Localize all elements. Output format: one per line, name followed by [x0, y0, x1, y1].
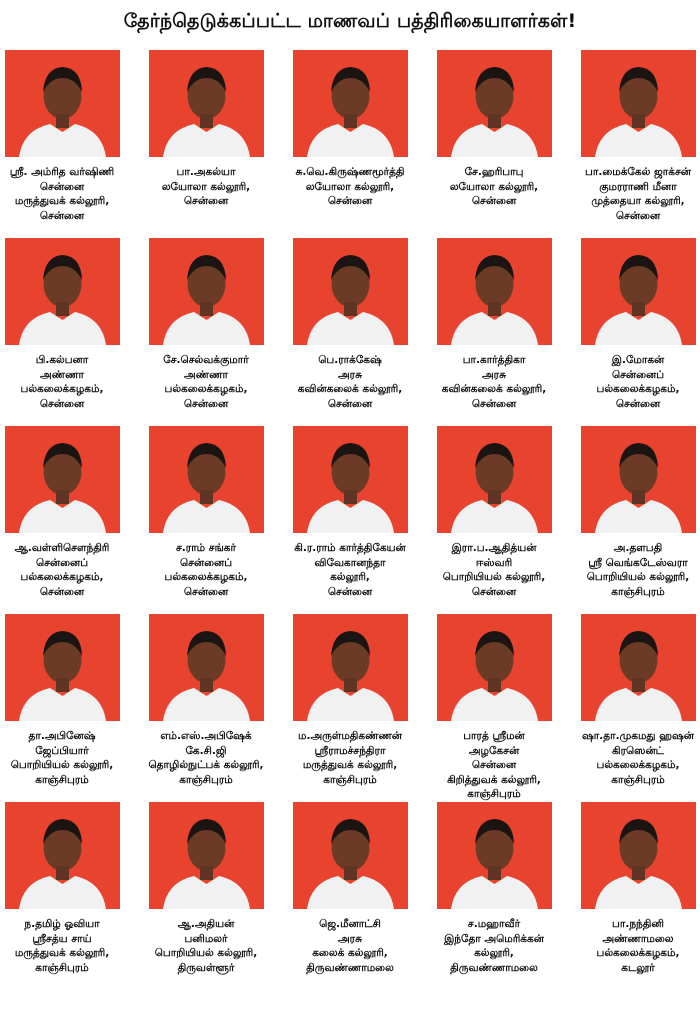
- student-name: சே.செல்வக்குமார்: [163, 354, 249, 366]
- student-institution-line: காஞ்சிபுரம்: [35, 961, 89, 974]
- portrait-silhouette: [437, 238, 552, 345]
- student-caption: [290, 541, 410, 599]
- student-grid: [0, 50, 700, 990]
- student-name: பெ.ராக்கேஷ்: [318, 354, 382, 366]
- student-institution-line: ஸ்ரீராமச்சந்திரா: [314, 744, 386, 757]
- student-caption: [578, 541, 698, 599]
- student-photo: [437, 50, 552, 157]
- student-caption: [290, 917, 410, 975]
- student-card: [290, 802, 410, 975]
- portrait-silhouette: [149, 426, 264, 533]
- student-card: [2, 802, 122, 975]
- student-name: பா.கார்த்திகா: [462, 354, 526, 366]
- student-name: ஸ்ரீ. அம்ரித வர்ஷிணி: [9, 166, 115, 178]
- student-photo: [149, 802, 264, 909]
- student-institution-line: காஞ்சிபுரம்: [323, 773, 377, 786]
- student-photo: [437, 614, 552, 721]
- student-name: எம்.எஸ்.அபிஷேக்: [160, 730, 252, 742]
- student-institution-line: பொறியியல் கல்லூரி,: [586, 571, 690, 583]
- student-caption: [434, 917, 554, 975]
- student-card: [434, 50, 554, 209]
- student-card: [434, 802, 554, 975]
- student-card: [2, 50, 122, 223]
- portrait-silhouette: [293, 426, 408, 533]
- student-institution-line: பல்கலைக்கழகம்,: [20, 383, 104, 395]
- portrait-silhouette: [149, 238, 264, 345]
- student-photo: [293, 238, 408, 345]
- student-card: [2, 426, 122, 599]
- student-institution-line: அண்ணா: [184, 368, 228, 381]
- student-institution-line: காஞ்சிபுரம்: [179, 773, 233, 786]
- student-photo: [149, 614, 264, 721]
- student-institution-line: லயோலா கல்லூரி,: [161, 180, 251, 193]
- student-institution-line: கல்லூரி,: [330, 571, 370, 583]
- student-institution-line: கவின்கலைக் கல்லூரி,: [297, 383, 403, 395]
- student-caption: [2, 353, 122, 411]
- student-institution-line: அண்ணா: [40, 368, 84, 381]
- student-card: [146, 50, 266, 209]
- student-institution-line: மருத்துவக் கல்லூரி,: [302, 759, 398, 771]
- student-caption: [146, 353, 266, 411]
- portrait-silhouette: [5, 614, 120, 721]
- portrait-silhouette: [437, 614, 552, 721]
- student-institution-line: இந்தோ அமெரிக்கன்: [444, 932, 544, 945]
- portrait-silhouette: [581, 426, 696, 533]
- portrait-silhouette: [5, 50, 120, 157]
- student-institution-line: லயோலா கல்லூரி,: [305, 180, 395, 193]
- portrait-silhouette: [437, 802, 552, 909]
- student-institution-line: ஸ்ரீ வெங்கடேஸ்வரா: [588, 556, 688, 569]
- page-title: தேர்ந்தெடுக்கப்பட்ட மாணவப் பத்திரிகையாளர்கள்!: [123, 10, 577, 32]
- student-photo: [293, 802, 408, 909]
- student-institution-line: சென்னைப்: [179, 556, 233, 569]
- student-institution-line: காஞ்சிபுரம்: [467, 788, 521, 800]
- student-institution-line: மருத்துவக் கல்லூரி,: [14, 947, 110, 959]
- student-name: இரா.ப.ஆதித்யன்: [451, 542, 537, 554]
- student-photo: [293, 426, 408, 533]
- student-institution-line: காஞ்சிபுரம்: [611, 773, 665, 786]
- student-name: ந.தமிழ் ஓவியா: [24, 918, 100, 930]
- student-caption: [290, 729, 410, 787]
- student-institution-line: கல்லூரி,: [474, 947, 514, 959]
- student-institution-line: சென்னை: [39, 585, 85, 598]
- student-institution-line: சென்னை: [471, 195, 517, 207]
- student-row: [0, 426, 700, 614]
- student-institution-line: கிரஸென்ட்: [611, 744, 665, 757]
- student-photo: [437, 238, 552, 345]
- student-institution-line: லயோலா கல்லூரி,: [449, 180, 539, 193]
- portrait-silhouette: [149, 50, 264, 157]
- student-name: ம.அருள்மதிகண்ணன்: [298, 730, 402, 742]
- portrait-silhouette: [581, 50, 696, 157]
- portrait-silhouette: [581, 802, 696, 909]
- student-card: [434, 238, 554, 411]
- student-institution-line: திருவண்ணாமலை: [306, 961, 394, 974]
- student-photo: [437, 802, 552, 909]
- student-caption: [146, 165, 266, 209]
- student-name: சே.ஹரிபாபு: [464, 166, 524, 178]
- student-photo: [5, 802, 120, 909]
- student-institution-line: சென்னை: [327, 397, 373, 410]
- student-photo: [437, 426, 552, 533]
- portrait-silhouette: [581, 614, 696, 721]
- student-card: [578, 802, 698, 975]
- student-photo: [5, 238, 120, 345]
- student-caption: [434, 729, 554, 802]
- student-card: [578, 238, 698, 411]
- student-institution-line: சென்னை: [471, 397, 517, 410]
- student-institution-line: பல்கலைக்கழகம்,: [596, 383, 680, 395]
- student-card: [2, 614, 122, 787]
- student-card: [578, 426, 698, 599]
- student-caption: [578, 917, 698, 975]
- student-photo: [581, 614, 696, 721]
- student-name: ச.ராம் சங்கர்: [175, 542, 237, 554]
- student-caption: [434, 353, 554, 411]
- student-card: [434, 426, 554, 599]
- student-institution-line: திருவண்ணாமலை: [450, 961, 538, 974]
- student-photo: [581, 802, 696, 909]
- student-institution-line: பொறியியல் கல்லூரி,: [154, 947, 258, 959]
- portrait-silhouette: [293, 802, 408, 909]
- student-photo: [5, 50, 120, 157]
- student-caption: [2, 917, 122, 975]
- student-institution-line: சென்னை: [39, 209, 85, 222]
- student-name: ஷா.தா.முகமது ஹஷன்: [582, 730, 694, 742]
- student-institution-line: கே.சி.ஜி: [185, 744, 227, 757]
- student-name: தா.அபினேஷ்: [28, 730, 96, 742]
- student-institution-line: பல்கலைக்கழகம்,: [596, 947, 680, 959]
- student-institution-line: சென்னை: [183, 585, 229, 598]
- student-caption: [290, 165, 410, 209]
- student-institution-line: ஸ்ரீசத்ய சாய்: [32, 932, 92, 945]
- student-row: [0, 238, 700, 426]
- student-photo: [581, 426, 696, 533]
- student-institution-line: சென்னை: [615, 209, 661, 222]
- student-institution-line: அழகேசன்: [468, 744, 520, 757]
- student-institution-line: சென்னை: [471, 759, 517, 771]
- student-photo: [293, 50, 408, 157]
- student-institution-line: சென்னை: [471, 585, 517, 598]
- student-institution-line: பல்கலைக்கழகம்,: [164, 571, 248, 583]
- portrait-silhouette: [293, 50, 408, 157]
- student-caption: [434, 165, 554, 209]
- student-institution-line: சென்னை: [183, 397, 229, 410]
- student-name: ஆ.வள்ளிசௌந்திரி: [14, 542, 110, 554]
- portrait-silhouette: [437, 426, 552, 533]
- student-institution-line: கடலூர்: [621, 961, 655, 974]
- student-institution-line: குமரராணி மீனா: [599, 180, 677, 193]
- student-institution-line: முத்தையா கல்லூரி,: [591, 195, 685, 207]
- student-photo: [581, 238, 696, 345]
- student-card: [290, 426, 410, 599]
- student-photo: [293, 614, 408, 721]
- student-name: பா.நந்தினி: [612, 918, 664, 930]
- student-institution-line: கிறித்துவக் கல்லூரி,: [447, 773, 541, 786]
- student-caption: [290, 353, 410, 411]
- student-institution-line: சென்னை: [327, 195, 373, 207]
- student-photo: [581, 50, 696, 157]
- student-name: பா.மைக்கேல் ஜாக்சன்: [585, 166, 691, 178]
- student-institution-line: காஞ்சிபுரம்: [35, 773, 89, 786]
- student-caption: [2, 541, 122, 599]
- student-name: ச.மஹாவீர்: [467, 918, 521, 930]
- portrait-silhouette: [293, 238, 408, 345]
- student-card: [146, 614, 266, 787]
- student-institution-line: சென்னை: [39, 180, 85, 193]
- student-name: இ.மோகன்: [611, 354, 665, 366]
- student-institution-line: அரசு: [338, 932, 362, 945]
- student-row: [0, 802, 700, 990]
- student-card: [290, 614, 410, 787]
- student-institution-line: தொழில்நுட்பக் கல்லூரி,: [148, 759, 264, 771]
- portrait-silhouette: [5, 426, 120, 533]
- student-institution-line: பல்கலைக்கழகம்,: [596, 759, 680, 771]
- student-caption: [578, 729, 698, 787]
- student-photo: [149, 50, 264, 157]
- student-institution-line: திருவள்ளூர்: [177, 961, 235, 974]
- student-name: கி.ர.ராம் கார்த்திகேயன்: [294, 542, 406, 554]
- student-card: [146, 802, 266, 975]
- portrait-silhouette: [581, 238, 696, 345]
- portrait-silhouette: [5, 802, 120, 909]
- student-name: அ.தளபதி: [613, 542, 663, 554]
- student-institution-line: ஜேப்பியார்: [35, 744, 89, 757]
- student-institution-line: அண்ணாமலை: [602, 932, 674, 945]
- student-caption: [146, 729, 266, 787]
- student-caption: [146, 917, 266, 975]
- student-photo: [5, 426, 120, 533]
- student-institution-line: அரசு: [338, 368, 362, 381]
- student-caption: [2, 165, 122, 223]
- student-institution-line: காஞ்சிபுரம்: [611, 585, 665, 598]
- student-name: பா.அகல்யா: [176, 166, 236, 178]
- student-card: [290, 50, 410, 209]
- student-caption: [578, 165, 698, 223]
- student-card: [578, 50, 698, 223]
- portrait-silhouette: [5, 238, 120, 345]
- student-card: [578, 614, 698, 787]
- student-caption: [434, 541, 554, 599]
- student-institution-line: சென்னை: [615, 397, 661, 410]
- student-name: சு.வெ.கிருஷ்ணமூர்த்தி: [295, 166, 405, 178]
- student-name: ஜெ.மீனாட்சி: [319, 918, 381, 930]
- student-institution-line: சென்னைப்: [611, 368, 665, 381]
- student-card: [146, 238, 266, 411]
- student-institution-line: சென்னைப்: [35, 556, 89, 569]
- portrait-silhouette: [437, 50, 552, 157]
- student-photo: [149, 238, 264, 345]
- portrait-silhouette: [149, 614, 264, 721]
- student-institution-line: சென்னை: [327, 585, 373, 598]
- student-name: ஆ.அதியன்: [177, 918, 235, 930]
- student-institution-line: விவேகானந்தா: [314, 556, 386, 569]
- student-institution-line: அரசு: [482, 368, 506, 381]
- student-photo: [149, 426, 264, 533]
- student-institution-line: பல்கலைக்கழகம்,: [20, 571, 104, 583]
- student-photo: [5, 614, 120, 721]
- student-institution-line: ஈஸ்வரி: [475, 556, 513, 569]
- student-caption: [146, 541, 266, 599]
- student-institution-line: சென்னை: [183, 195, 229, 207]
- student-card: [434, 614, 554, 802]
- student-institution-line: மருத்துவக் கல்லூரி,: [14, 195, 110, 207]
- student-name: பி.கல்பனா: [35, 354, 89, 366]
- student-caption: [2, 729, 122, 787]
- student-institution-line: பனிமலர்: [184, 932, 228, 945]
- student-institution-line: பல்கலைக்கழகம்,: [164, 383, 248, 395]
- student-caption: [578, 353, 698, 411]
- portrait-silhouette: [293, 614, 408, 721]
- student-institution-line: கவின்கலைக் கல்லூரி,: [441, 383, 547, 395]
- student-institution-line: பொறியியல் கல்லூரி,: [10, 759, 114, 771]
- portrait-silhouette: [149, 802, 264, 909]
- student-institution-line: பொறியியல் கல்லூரி,: [442, 571, 546, 583]
- student-institution-line: சென்னை: [39, 397, 85, 410]
- student-card: [290, 238, 410, 411]
- student-card: [146, 426, 266, 599]
- student-institution-line: கலைக் கல்லூரி,: [312, 947, 388, 959]
- student-row: [0, 50, 700, 238]
- student-card: [2, 238, 122, 411]
- student-row: [0, 614, 700, 802]
- student-name: பாரத் ஸ்ரீமன்: [463, 730, 525, 742]
